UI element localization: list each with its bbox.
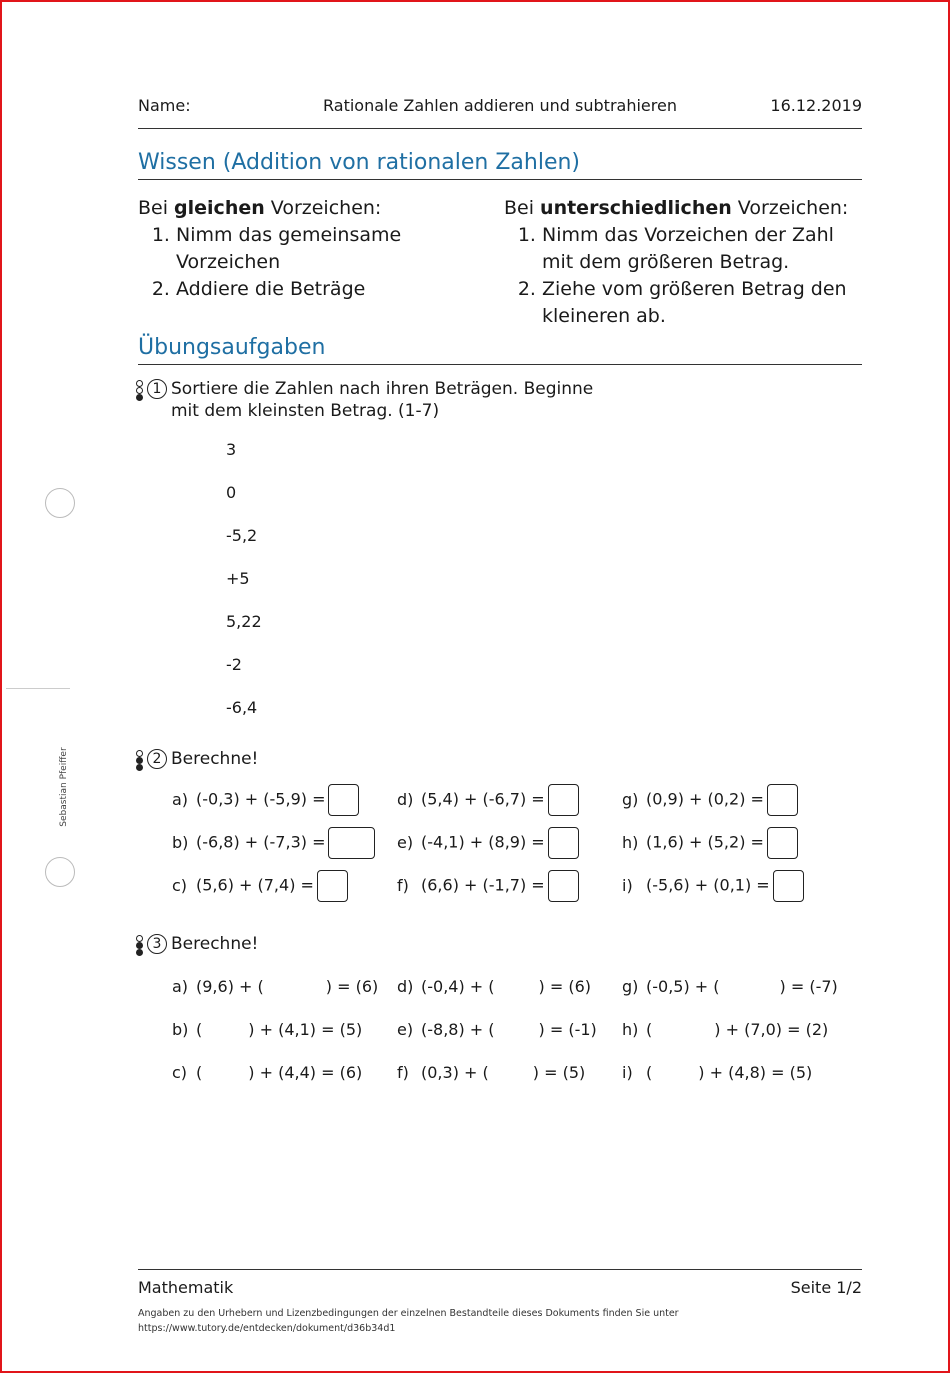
exercise: b) (-6,8) + (-7,3) = [172, 827, 375, 859]
task-number-badge: 3 [147, 934, 167, 954]
author-credit: Sebastian Pfeiffer [59, 747, 69, 827]
fold-mark [6, 688, 70, 689]
task-number-badge: 1 [147, 379, 167, 399]
exercise: e) (-8,8) + ( ) = (-1) [397, 1020, 597, 1039]
exercise: b) ( ) + (4,1) = (5) [172, 1020, 363, 1039]
exercise: d) (-0,4) + ( ) = (6) [397, 977, 592, 996]
rules-different-sign-heading: Bei unterschiedlichen Vorzeichen: [504, 197, 849, 219]
answer-box[interactable] [767, 784, 798, 816]
rules-same-sign [138, 195, 498, 303]
rules-different-sign [504, 195, 864, 330]
answer-box[interactable] [548, 784, 579, 816]
exercise: f) (6,6) + (-1,7) = [397, 870, 579, 902]
legal-notice: Angaben zu den Urhebern und Lizenzbedingungen der einzelnen Bestandteile dieses Dokuments finden Sie unter https://www.tutory.de/entdecken/dokument/d36b34d1 [138, 1306, 738, 1336]
answer-box[interactable] [328, 784, 359, 816]
exercise: c) (5,6) + (7,4) = [172, 870, 348, 902]
subject-label: Mathematik [138, 1278, 234, 1297]
task-1-text-line-1: Sortiere die Zahlen nach ihren Beträgen. Beginne [171, 379, 594, 399]
exercise: h) (1,6) + (5,2) = [622, 827, 798, 859]
task-number-badge: 2 [147, 749, 167, 769]
exercise: d) (5,4) + (-6,7) = [397, 784, 579, 816]
exercise: g) (0,9) + (0,2) = [622, 784, 798, 816]
exercise: a) (-0,3) + (-5,9) = [172, 784, 359, 816]
answer-box[interactable] [548, 870, 579, 902]
number-item: -5,2 [226, 526, 258, 545]
name-label: Name: [138, 96, 191, 115]
task-2-text: Berechne! [171, 749, 259, 769]
answer-box[interactable] [317, 870, 348, 902]
number-item: 3 [226, 440, 237, 459]
exercise: i) (-5,6) + (0,1) = [622, 870, 804, 902]
exercise: h) ( ) + (7,0) = (2) [622, 1020, 829, 1039]
page-footer [138, 1269, 862, 1334]
number-item: +5 [226, 569, 250, 588]
task-1-text-line-2: mit dem kleinsten Betrag. (1-7) [171, 401, 440, 421]
section-title-uebungsaufgaben: Übungsaufgaben [138, 335, 862, 365]
exercise: e) (-4,1) + (8,9) = [397, 827, 579, 859]
number-item: -6,4 [226, 698, 258, 717]
rule-item: 1. Nimm das Vorzeichen der Zahl mit dem größeren Betrag. [542, 222, 864, 276]
exercise: c) ( ) + (4,4) = (6) [172, 1063, 363, 1082]
number-item: -2 [226, 655, 242, 674]
document-link[interactable]: https://www.tutory.de/entdecken/dokument/d36b34d1 [138, 1323, 396, 1334]
difficulty-icon [136, 750, 146, 772]
rule-item: 2. Ziehe vom größeren Betrag den kleineren ab. [542, 276, 864, 330]
answer-box[interactable] [548, 827, 579, 859]
difficulty-icon [136, 935, 146, 957]
exercise: i) ( ) + (4,8) = (5) [622, 1063, 813, 1082]
answer-box[interactable] [767, 827, 798, 859]
answer-box[interactable] [328, 827, 375, 859]
worksheet-title: Rationale Zahlen addieren und subtrahieren [323, 96, 677, 115]
exercise: a) (9,6) + ( ) = (6) [172, 977, 379, 996]
rule-item: 2. Addiere die Beträge [176, 276, 498, 303]
worksheet-date: 16.12.2019 [770, 96, 862, 115]
number-item: 0 [226, 483, 237, 502]
answer-box[interactable] [773, 870, 804, 902]
punch-hole-mark [45, 488, 75, 518]
task-3-text: Berechne! [171, 934, 259, 954]
number-item: 5,22 [226, 612, 262, 631]
punch-hole-mark [45, 857, 75, 887]
page-header [138, 94, 862, 129]
page-number: Seite 1/2 [790, 1278, 862, 1297]
difficulty-icon [136, 380, 146, 402]
exercise: g) (-0,5) + ( ) = (-7) [622, 977, 838, 996]
rule-item: 1. Nimm das gemeinsame Vorzeichen [176, 222, 498, 276]
exercise: f) (0,3) + ( ) = (5) [397, 1063, 586, 1082]
section-title-wissen: Wissen (Addition von rationalen Zahlen) [138, 150, 862, 180]
rules-same-sign-heading: Bei gleichen Vorzeichen: [138, 197, 382, 219]
